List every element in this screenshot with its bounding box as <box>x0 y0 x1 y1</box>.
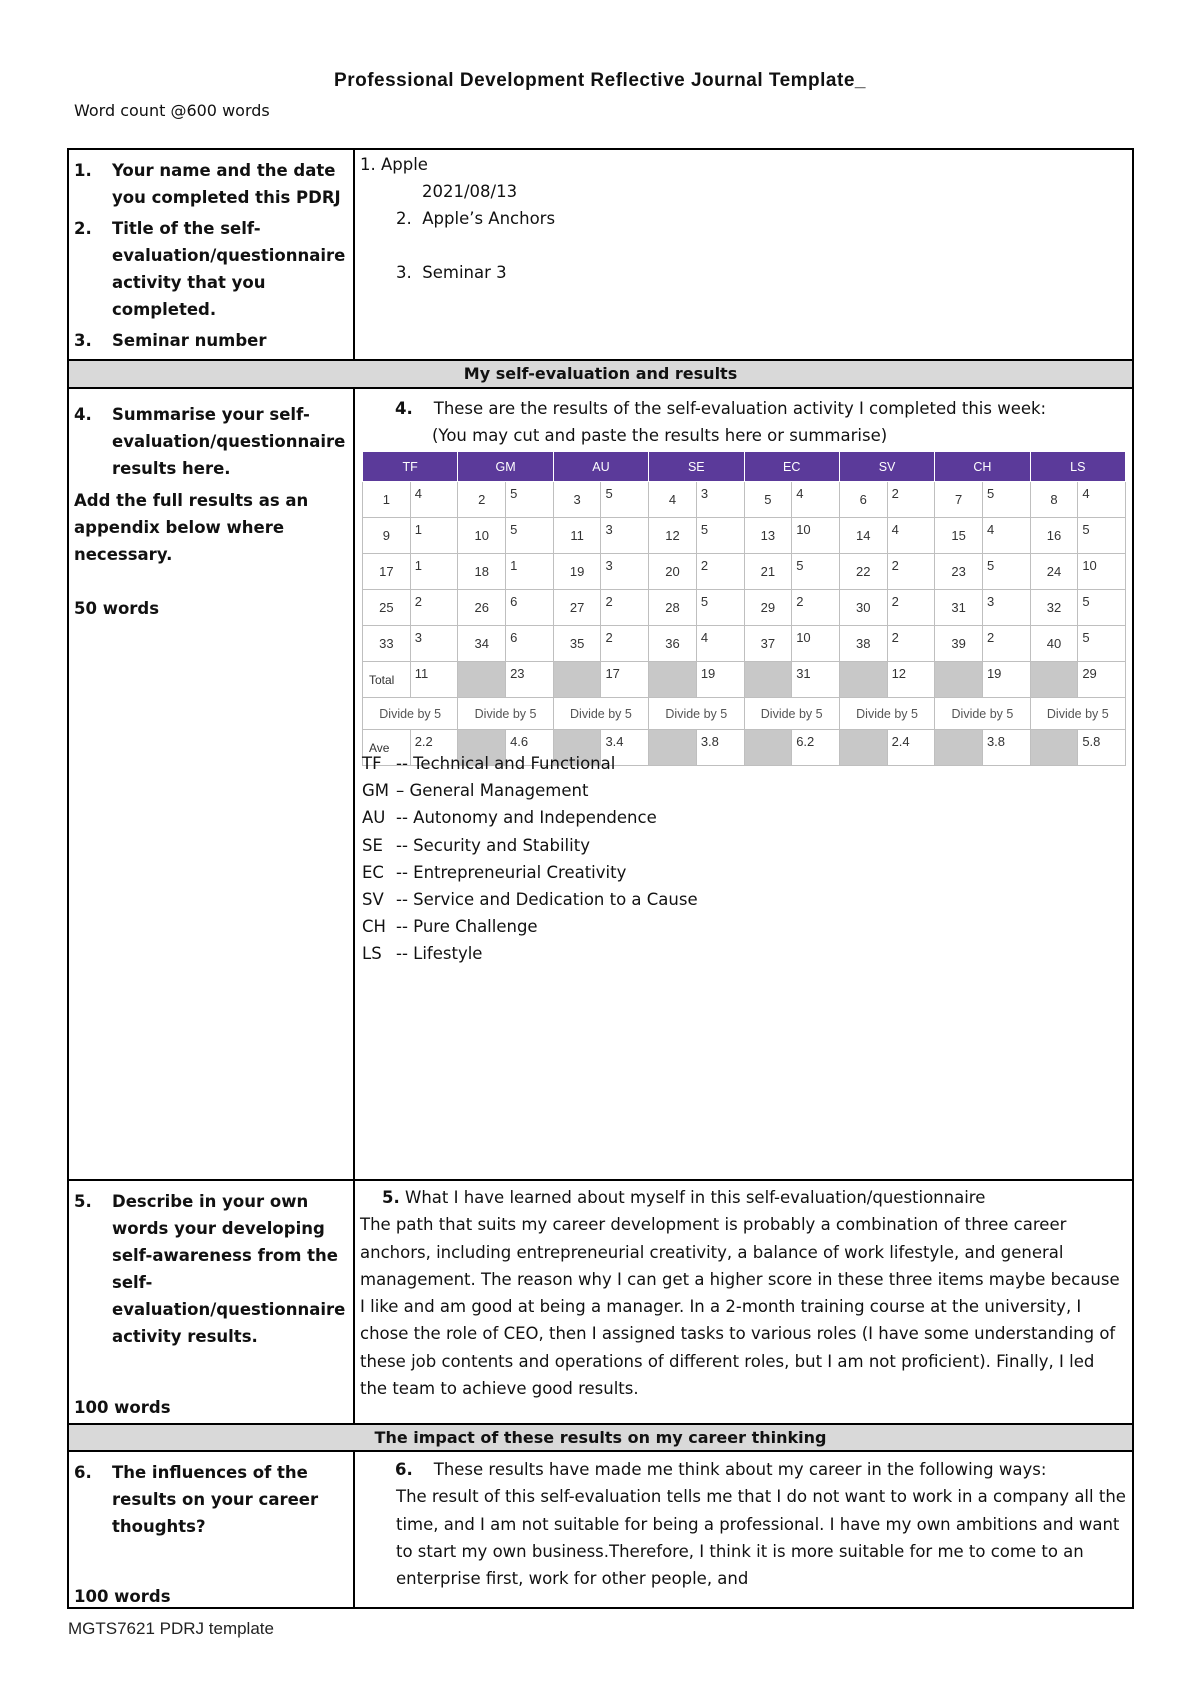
answer-title-num: 2. <box>396 209 412 228</box>
legend-abbr: AU <box>362 808 386 828</box>
row-divider <box>67 387 1134 389</box>
legend-desc: -- Pure Challenge <box>396 917 538 937</box>
word-limit: 50 words <box>74 599 160 618</box>
question-score: 5 <box>1078 590 1126 626</box>
row-divider <box>67 1179 1134 1181</box>
legend-abbr: TF <box>362 754 382 773</box>
legend-desc: -- Lifestyle <box>396 944 483 964</box>
question-score: 4 <box>887 518 935 554</box>
section6-answer <box>360 1456 1130 1592</box>
total-row <box>363 662 1126 698</box>
legend-abbr: EC <box>362 862 384 882</box>
question-score: 5 <box>792 554 840 590</box>
heading-num: 6. <box>395 1460 413 1479</box>
anchor-header: GM <box>458 452 553 482</box>
question-number: 12 <box>649 518 697 554</box>
prompt-text: Summarise your self-evaluation/questionnaire results here. <box>112 405 346 478</box>
heading-text: These are the results of the self-evaluation activity I completed this week: <box>433 399 1047 418</box>
question-score: 2 <box>982 626 1030 662</box>
prompt-num: 4. <box>74 405 92 424</box>
answer-seminar-text: Seminar 3 <box>422 263 507 282</box>
question-number: 5 <box>744 482 792 518</box>
question-number: 37 <box>744 626 792 662</box>
divide-label: Divide by 5 <box>1030 698 1125 730</box>
total-value: 23 <box>506 662 554 698</box>
question-number: 15 <box>935 518 983 554</box>
question-number: 20 <box>649 554 697 590</box>
total-value: 17 <box>601 662 649 698</box>
page-title: Professional Development Reflective Journal Template_ <box>334 70 866 91</box>
prompt-text: Describe in your own words your developing self-awareness from the self-evaluation/questionnaire activity results. <box>112 1192 346 1346</box>
gray-cell <box>1030 730 1078 766</box>
question-number: 35 <box>553 626 601 662</box>
question-number: 21 <box>744 554 792 590</box>
legend-item <box>362 804 698 831</box>
prompt-num: 5. <box>74 1192 92 1211</box>
gray-cell <box>1030 662 1078 698</box>
question-score: 4 <box>982 518 1030 554</box>
prompt-num: 1. <box>74 161 92 180</box>
section5-answer <box>360 1184 1130 1402</box>
prompt-num: 3. <box>74 331 92 350</box>
average-value: 3.4 <box>601 730 649 766</box>
question-number: 8 <box>1030 482 1078 518</box>
answer-body: The result of this self-evaluation tells me that I do not want to work in a company all the time, and I am not suitable for being a professional. I have my own ambitions and want to start my own business.Therefore, I think it is more suitable for me to come to an enterprise first, work for other people, and <box>396 1487 1126 1589</box>
divide-label: Divide by 5 <box>744 698 839 730</box>
divide-label: Divide by 5 <box>458 698 553 730</box>
question-score: 5 <box>696 590 744 626</box>
question-score: 4 <box>410 482 458 518</box>
prompt-item <box>74 401 349 482</box>
answer-seminar <box>360 259 1130 286</box>
subheading-text: (You may cut and paste the results here or summarise) <box>432 426 888 445</box>
gray-cell <box>935 730 983 766</box>
section1-prompts <box>74 157 349 354</box>
question-number: 24 <box>1030 554 1078 590</box>
question-score: 1 <box>410 518 458 554</box>
question-score: 6 <box>506 590 554 626</box>
legend-item <box>362 750 698 777</box>
question-number: 7 <box>935 482 983 518</box>
legend-item <box>362 832 698 859</box>
total-value: 11 <box>410 662 458 698</box>
question-number: 38 <box>839 626 887 662</box>
question-number: 2 <box>458 482 506 518</box>
footer-label: MGTS7621 PDRJ template <box>68 1619 274 1638</box>
question-score: 3 <box>696 482 744 518</box>
question-score: 1 <box>506 554 554 590</box>
section-band-career-impact: The impact of these results on my career thinking <box>69 1425 1132 1450</box>
question-number: 11 <box>553 518 601 554</box>
section-band-self-evaluation: My self-evaluation and results <box>69 361 1132 387</box>
section1-answers <box>360 151 1130 286</box>
anchor-header: SV <box>839 452 934 482</box>
gray-cell <box>935 662 983 698</box>
answer-title <box>360 205 1130 232</box>
question-score: 2 <box>887 626 935 662</box>
legend-abbr: SE <box>362 835 383 855</box>
question-number: 13 <box>744 518 792 554</box>
question-score: 5 <box>601 482 649 518</box>
question-number: 32 <box>1030 590 1078 626</box>
legend-desc: -- Entrepreneurial Creativity <box>396 862 627 882</box>
heading-num: 4. <box>395 399 413 418</box>
score-row <box>363 626 1126 662</box>
gray-cell <box>839 730 887 766</box>
prompt-num: 6. <box>74 1463 92 1482</box>
score-row <box>363 482 1126 518</box>
answer-name: 1. Apple <box>360 155 428 174</box>
question-number: 28 <box>649 590 697 626</box>
legend-desc: -- Technical and Functional <box>396 754 616 773</box>
prompt-text: Seminar number <box>112 331 267 350</box>
legend-desc: -- Service and Dedication to a Cause <box>396 890 698 910</box>
question-score: 5 <box>982 554 1030 590</box>
question-number: 6 <box>839 482 887 518</box>
legend-item <box>362 859 698 886</box>
legend-item <box>362 913 698 940</box>
prompt-text: Your name and the date you completed this PDRJ <box>112 161 341 207</box>
anchor-header: EC <box>744 452 839 482</box>
score-row <box>363 554 1126 590</box>
score-row <box>363 518 1126 554</box>
prompt-item <box>74 215 349 323</box>
question-score: 2 <box>410 590 458 626</box>
divide-label: Divide by 5 <box>935 698 1030 730</box>
average-value: 4.6 <box>506 730 554 766</box>
prompt-text: The influences of the results on your career thoughts? <box>112 1463 319 1536</box>
question-score: 5 <box>506 482 554 518</box>
divide-label: Divide by 5 <box>649 698 744 730</box>
question-number: 9 <box>363 518 411 554</box>
question-number: 29 <box>744 590 792 626</box>
answer-body: The path that suits my career development is probably a combination of three career anchors, including entrepreneurial creativity, a balance of work lifestyle, and general management. The reason why I can get a higher score in these three items maybe because I like and am good at being a manager. In a 2-month training course at the university, I chose the role of CEO, then I assigned tasks to various roles (I have some understanding of these job contents and operations of different roles, but I am not proficient). Finally, I led the team to achieve good results. <box>360 1215 1120 1399</box>
anchor-legend <box>362 750 698 968</box>
row-divider <box>67 1450 1134 1452</box>
question-score: 4 <box>792 482 840 518</box>
question-score: 3 <box>410 626 458 662</box>
total-value: 29 <box>1078 662 1126 698</box>
question-score: 2 <box>887 590 935 626</box>
prompt-text: Title of the self-evaluation/questionnaire activity that you completed. <box>112 219 346 319</box>
prompt-item <box>74 1459 349 1540</box>
legend-desc: – General Management <box>396 781 589 801</box>
question-score: 3 <box>601 554 649 590</box>
average-value: 3.8 <box>982 730 1030 766</box>
question-number: 3 <box>553 482 601 518</box>
gray-cell <box>553 662 601 698</box>
section6-prompt <box>74 1459 349 1606</box>
question-number: 40 <box>1030 626 1078 662</box>
answer-title-text: Apple’s Anchors <box>422 209 556 228</box>
answer-seminar-num: 3. <box>396 263 412 282</box>
career-anchor-scores-table <box>362 451 1126 766</box>
gray-cell <box>839 662 887 698</box>
question-score: 5 <box>1078 518 1126 554</box>
question-number: 26 <box>458 590 506 626</box>
question-number: 16 <box>1030 518 1078 554</box>
legend-desc: -- Security and Stability <box>396 835 590 855</box>
section4-prompt <box>74 401 349 622</box>
average-label: Ave <box>363 730 411 766</box>
question-number: 10 <box>458 518 506 554</box>
question-score: 2 <box>887 482 935 518</box>
question-number: 30 <box>839 590 887 626</box>
question-score: 10 <box>792 626 840 662</box>
prompt-num: 2. <box>74 219 92 238</box>
heading-num: 5. <box>382 1188 400 1207</box>
column-divider <box>353 148 355 360</box>
question-score: 4 <box>696 626 744 662</box>
question-number: 34 <box>458 626 506 662</box>
question-number: 14 <box>839 518 887 554</box>
heading-text: These results have made me think about my career in the following ways: <box>433 1460 1047 1479</box>
answer-date: 2021/08/13 <box>422 182 518 201</box>
question-number: 25 <box>363 590 411 626</box>
question-score: 5 <box>1078 626 1126 662</box>
total-value: 19 <box>696 662 744 698</box>
question-score: 5 <box>696 518 744 554</box>
divide-label: Divide by 5 <box>363 698 458 730</box>
question-number: 36 <box>649 626 697 662</box>
anchor-header: AU <box>553 452 648 482</box>
question-score: 2 <box>887 554 935 590</box>
divide-label: Divide by 5 <box>553 698 648 730</box>
question-number: 31 <box>935 590 983 626</box>
prompt-item <box>74 327 349 354</box>
average-value: 5.8 <box>1078 730 1126 766</box>
question-score: 6 <box>506 626 554 662</box>
anchor-header: CH <box>935 452 1030 482</box>
question-score: 2 <box>601 590 649 626</box>
section5-prompt <box>74 1188 349 1417</box>
legend-desc: -- Autonomy and Independence <box>396 808 657 828</box>
appendix-note: Add the full results as an appendix below where necessary. <box>74 491 309 564</box>
average-value: 2.4 <box>887 730 935 766</box>
word-limit: 100 words <box>74 1587 171 1606</box>
legend-item <box>362 777 698 804</box>
section4-heading <box>360 395 1130 449</box>
question-score: 10 <box>1078 554 1126 590</box>
average-value: 6.2 <box>792 730 840 766</box>
anchor-header: SE <box>649 452 744 482</box>
legend-abbr: GM <box>362 781 390 801</box>
question-score: 4 <box>1078 482 1126 518</box>
anchor-header: LS <box>1030 452 1125 482</box>
legend-abbr: CH <box>362 917 386 937</box>
average-value: 2.2 <box>410 730 458 766</box>
column-divider <box>353 1451 355 1609</box>
question-score: 5 <box>506 518 554 554</box>
divide-row <box>363 698 1126 730</box>
legend-item <box>362 886 698 913</box>
question-number: 4 <box>649 482 697 518</box>
legend-item <box>362 940 698 967</box>
heading-text: What I have learned about myself in this self-evaluation/questionnaire <box>405 1188 986 1207</box>
question-score: 5 <box>982 482 1030 518</box>
prompt-item <box>74 157 349 211</box>
gray-cell <box>458 662 506 698</box>
gray-cell <box>649 662 697 698</box>
question-number: 17 <box>363 554 411 590</box>
word-count: Word count @600 words <box>74 101 270 120</box>
legend-abbr: SV <box>362 890 384 910</box>
question-number: 19 <box>553 554 601 590</box>
total-value: 19 <box>982 662 1030 698</box>
question-score: 2 <box>601 626 649 662</box>
question-score: 10 <box>792 518 840 554</box>
word-limit: 100 words <box>74 1398 171 1417</box>
question-score: 3 <box>601 518 649 554</box>
question-number: 18 <box>458 554 506 590</box>
average-value: 3.8 <box>696 730 744 766</box>
question-score: 2 <box>696 554 744 590</box>
question-number: 39 <box>935 626 983 662</box>
legend-abbr: LS <box>362 944 382 964</box>
anchor-header: TF <box>363 452 458 482</box>
question-number: 27 <box>553 590 601 626</box>
question-number: 22 <box>839 554 887 590</box>
gray-cell <box>744 730 792 766</box>
column-divider <box>353 388 355 1424</box>
total-value: 12 <box>887 662 935 698</box>
question-number: 1 <box>363 482 411 518</box>
total-label: Total <box>363 662 411 698</box>
question-score: 2 <box>792 590 840 626</box>
question-number: 23 <box>935 554 983 590</box>
prompt-item <box>74 1188 349 1350</box>
total-value: 31 <box>792 662 840 698</box>
score-row <box>363 590 1126 626</box>
question-score: 3 <box>982 590 1030 626</box>
gray-cell <box>744 662 792 698</box>
question-score: 1 <box>410 554 458 590</box>
question-number: 33 <box>363 626 411 662</box>
divide-label: Divide by 5 <box>839 698 934 730</box>
